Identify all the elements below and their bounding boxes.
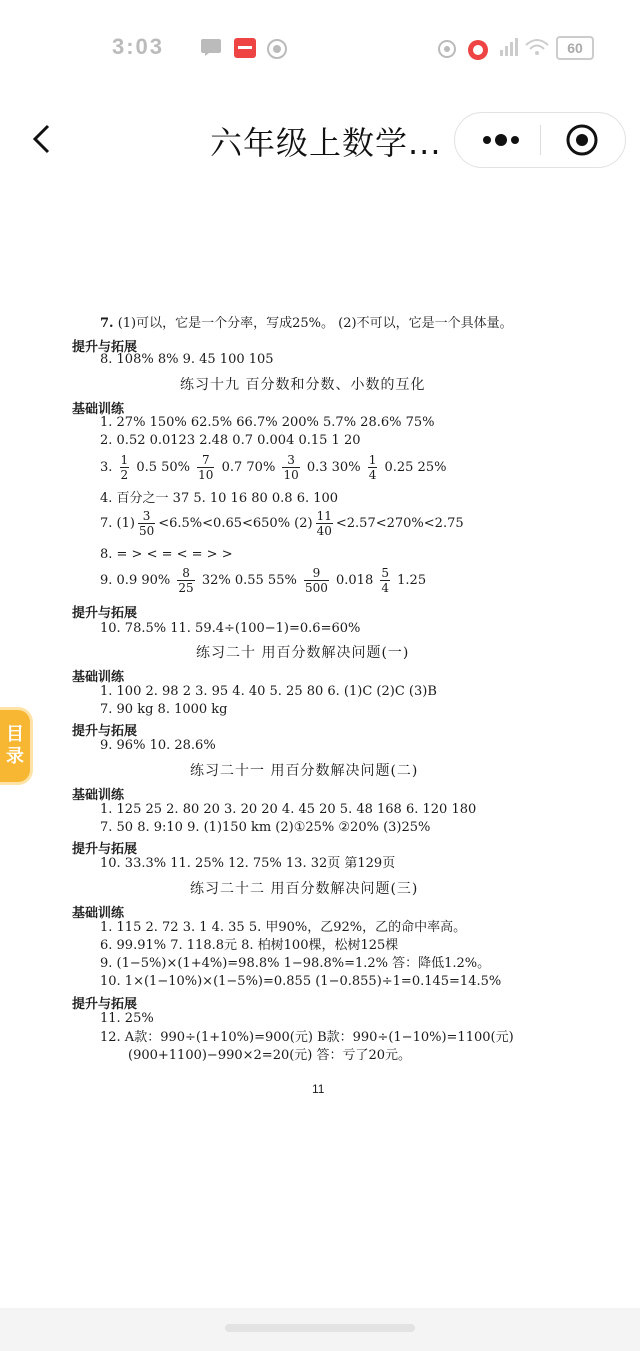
answer-line-fractions: 9. 0.9 90% $\frac{8}{25}$ 32% 0.55 55% $\frac{9}{500}$ 0.018 $\frac{5}{4}$ 1.25 xyxy=(100,566,427,595)
message-icon xyxy=(200,38,222,56)
bottom-bar xyxy=(0,1308,640,1351)
answer-line-fractions: 7. (1) $\frac{3}{50}$ <6.5%<0.65<650% (2) $\frac{11}{40}$ <2.57<270%<2.75 xyxy=(100,509,464,538)
answer-line: 1. 27% 150% 62.5% 66.7% 200% 5.7% 28.6% 75% xyxy=(100,415,435,430)
fraction: $\frac{9}{500}$ xyxy=(304,566,328,595)
toc-label: 目 xyxy=(6,724,24,745)
exercise-title: 练习二十一 用百分数解决问题(二) xyxy=(190,763,419,779)
answer-line: 10. 1×(1−10%)×(1−5%)=0.855 (1−0.855)÷1=0.145=14.5% xyxy=(100,974,502,989)
toc-label: 录 xyxy=(6,746,24,767)
nav-bar xyxy=(0,100,640,180)
fraction: $\frac{3}{50}$ xyxy=(138,509,155,538)
answer-line: 7. 50 8. 9:10 9. (1)150 km (2)①25% ②20% (3)25% xyxy=(100,820,431,835)
answer-line: 11. 25% xyxy=(100,1011,154,1026)
answer-line: 8. = > < = < = > > xyxy=(100,547,233,562)
section-heading: 提升与拓展 xyxy=(72,340,138,355)
answer-line: 10. 33.3% 11. 25% 12. 75% 13. 32页 第129页 xyxy=(100,856,396,871)
status-time: 3:03 xyxy=(112,34,165,59)
answer-line: 12. A款：990÷(1+10%)=900(元) B款：990÷(1−10%)=1100(元) xyxy=(100,1030,514,1045)
answer-line: (900+1100)−990×2=20(元) 答：亏了20元。 xyxy=(128,1048,412,1063)
section-heading: 基础训练 xyxy=(72,906,125,921)
app-notification-icon xyxy=(234,38,256,58)
fraction: $\frac{1}{2}$ xyxy=(120,453,129,482)
record-icon xyxy=(266,38,288,60)
answer-line: 9. 96% 10. 28.6% xyxy=(100,738,216,753)
home-indicator[interactable] xyxy=(225,1324,415,1332)
page-title: 六年级上数学... xyxy=(210,124,442,162)
exercise-title: 练习二十二 用百分数解决问题(三) xyxy=(190,881,419,897)
fraction: $\frac{3}{10}$ xyxy=(283,453,299,482)
answer-line: 4. 百分之一 37 5. 10 16 80 0.8 6. 100 xyxy=(100,491,339,506)
capsule-divider xyxy=(540,125,541,155)
mini-program-capsule xyxy=(454,112,626,168)
answer-line: 1. 100 2. 98 2 3. 95 4. 40 5. 25 80 6. (1)C (2)C (3)B xyxy=(100,684,437,699)
answer-line: 7. 90 kg 8. 1000 kg xyxy=(100,702,228,717)
answer-line: 10. 78.5% 11. 59.4÷(100−1)=0.6=60% xyxy=(100,621,361,636)
toc-tab[interactable] xyxy=(0,710,30,782)
fraction: $\frac{5}{4}$ xyxy=(381,566,389,595)
fraction: $\frac{1}{4}$ xyxy=(368,453,377,482)
section-heading: 基础训练 xyxy=(72,402,125,417)
section-heading: 提升与拓展 xyxy=(72,606,138,621)
more-icon[interactable] xyxy=(477,127,525,153)
fraction: $\frac{8}{25}$ xyxy=(178,566,194,595)
answer-line: 6. 99.91% 7. 118.8元 8. 柏树100棵，松树125棵 xyxy=(100,938,399,953)
answer-line-fractions: 3. $\frac{1}{2}$ 0.5 50% $\frac{7}{10}$ 0.7 70% $\frac{3}{10}$ 0.3 30% $\frac{1}{4}$ 0.25 25% xyxy=(100,453,447,482)
answer-line: 1. 115 2. 72 3. 1 4. 35 5. 甲90%，乙92%，乙的命中率高。 xyxy=(100,920,467,935)
exercise-title: 练习二十 用百分数解决问题(一) xyxy=(196,645,410,661)
back-arrow-icon[interactable] xyxy=(26,122,60,156)
page-number: 11 xyxy=(312,1082,325,1096)
answer-line: 8. 108% 8% 9. 45 100 105 xyxy=(100,352,274,367)
answer-line: 9. (1−5%)×(1+4%)=98.8% 1−98.8%=1.2% 答：降低1.2%。 xyxy=(100,956,491,971)
section-heading: 提升与拓展 xyxy=(72,997,138,1012)
fraction: $\frac{7}{10}$ xyxy=(198,453,214,482)
vpn-icon xyxy=(466,38,490,62)
fraction: $\frac{11}{40}$ xyxy=(316,509,332,538)
section-heading: 提升与拓展 xyxy=(72,724,138,739)
location-icon xyxy=(436,38,458,60)
section-heading: 提升与拓展 xyxy=(72,842,138,857)
wifi-icon xyxy=(524,38,550,58)
status-bar xyxy=(0,0,640,92)
exercise-title: 练习十九 百分数和分数、小数的互化 xyxy=(180,377,426,393)
answer-line: 1. 125 25 2. 80 20 3. 20 20 4. 45 20 5. 48 168 6. 120 180 xyxy=(100,802,477,817)
battery-icon: 60 xyxy=(556,36,594,60)
close-target-icon[interactable] xyxy=(565,123,599,157)
section-heading: 基础训练 xyxy=(72,670,125,685)
answer-line: 2. 0.52 0.0123 2.48 0.7 0.004 0.15 1 20 xyxy=(100,433,361,448)
section-heading: 基础训练 xyxy=(72,788,125,803)
signal-icon xyxy=(498,38,520,58)
answer-line: 7. (1)可以，它是一个分率，写成25%。 (2)不可以，它是一个具体量。 xyxy=(100,316,513,331)
